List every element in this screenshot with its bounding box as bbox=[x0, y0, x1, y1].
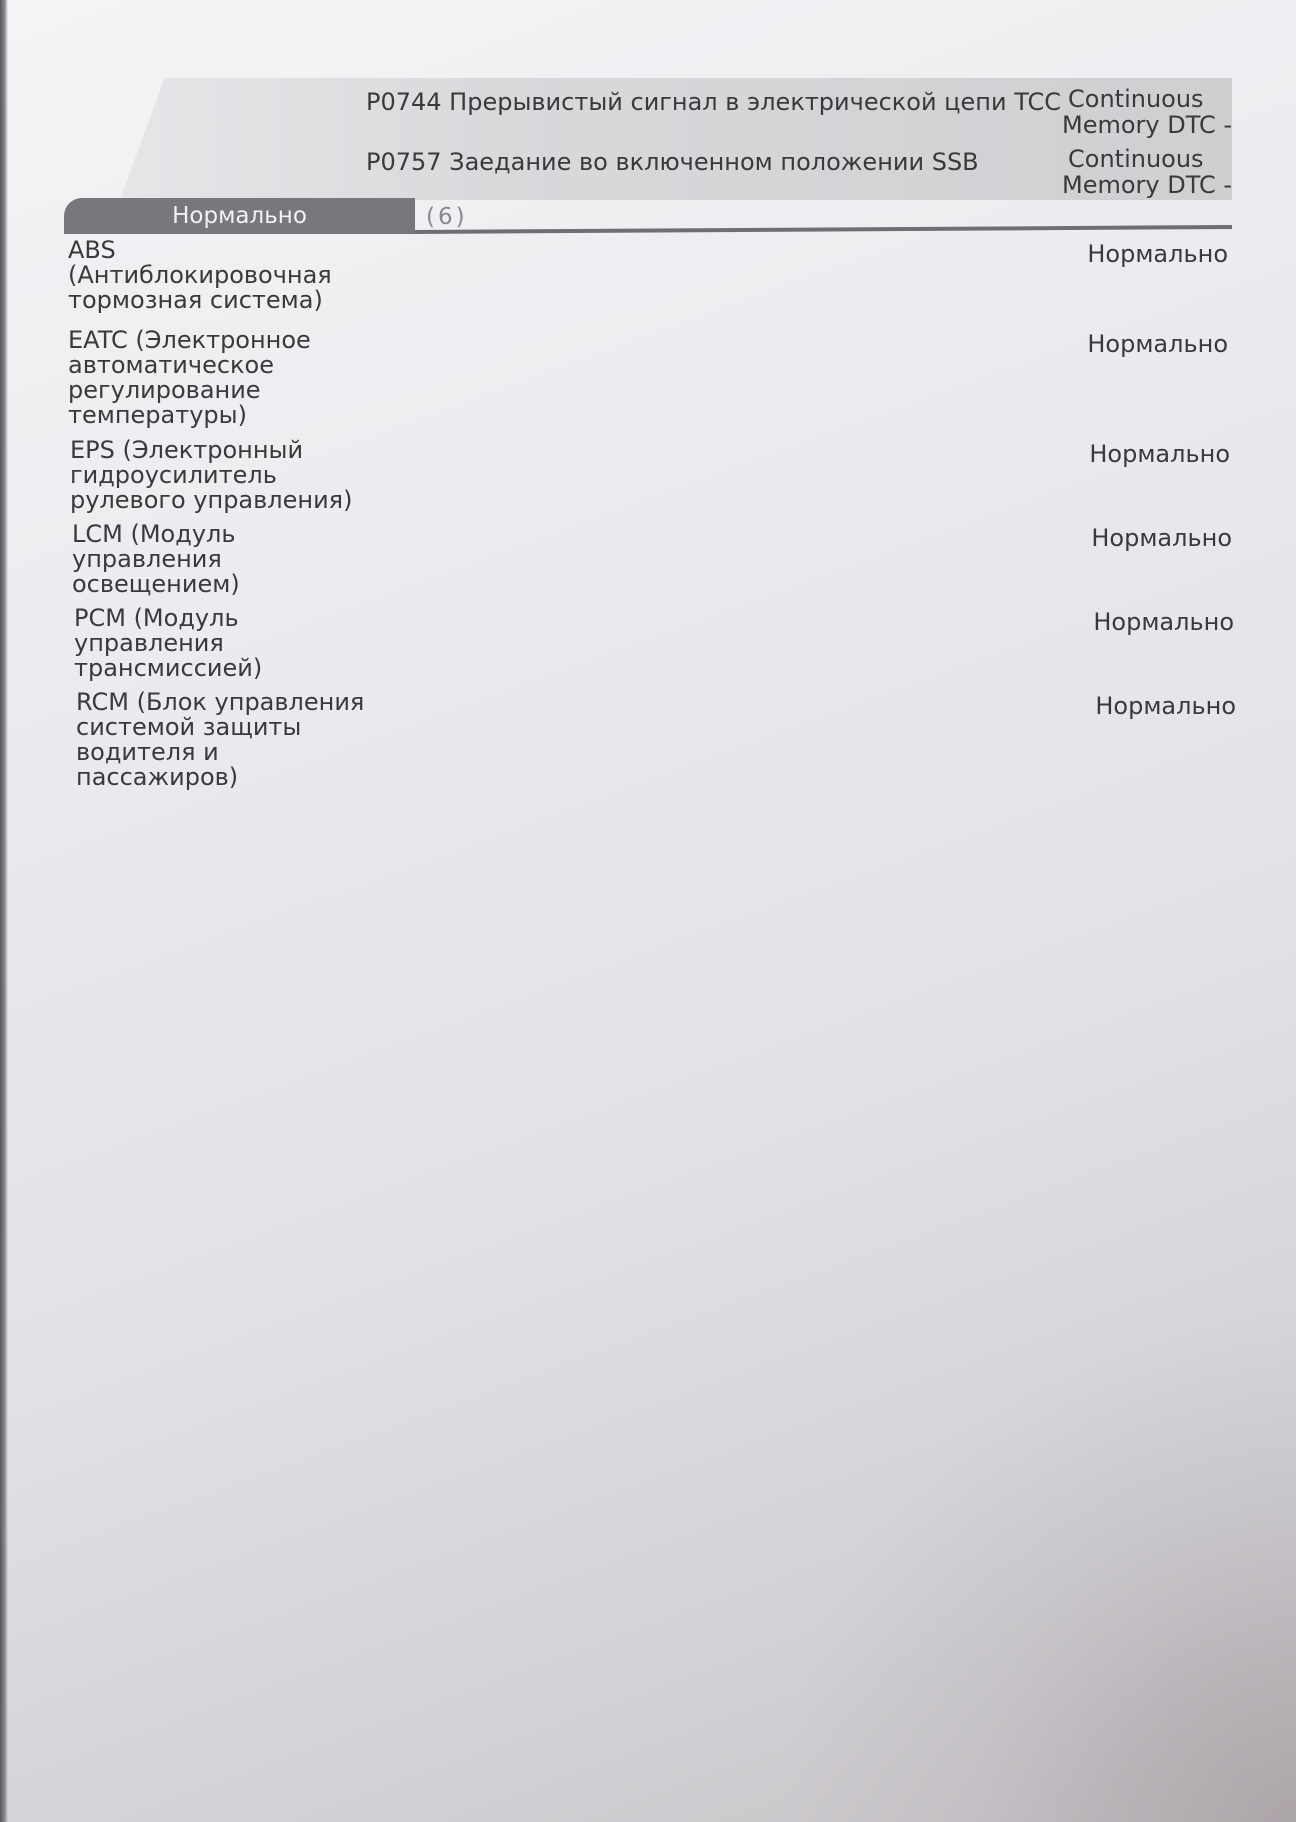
module-name: LCM (Модуль управления освещением) bbox=[72, 520, 240, 598]
dtc-status bbox=[1062, 86, 1232, 138]
dtc-code-description: P0757 Заедание во включенном положении SSB bbox=[366, 148, 979, 176]
module-status: Нормально bbox=[1095, 692, 1236, 720]
module-status: Нормально bbox=[1091, 524, 1232, 552]
module-name: RCM (Блок управления системой защиты водителя и пассажиров) bbox=[76, 688, 365, 791]
dtc-status-line2: Memory DTC - bbox=[1062, 171, 1233, 199]
dtc-status-line2: Memory DTC - bbox=[1062, 111, 1233, 139]
corner-shadow bbox=[776, 1302, 1296, 1822]
dtc-status-line1: Continuous bbox=[1068, 145, 1204, 173]
section-header bbox=[64, 198, 1232, 234]
dtc-row bbox=[366, 82, 1232, 138]
module-name: EPS (Электронный гидроусилитель рулевого управления) bbox=[70, 436, 353, 514]
page-edge bbox=[0, 0, 8, 1822]
section-title: Нормально bbox=[64, 198, 415, 234]
module-status: Нормально bbox=[1087, 240, 1228, 268]
dtc-code-description: P0744 Прерывистый сигнал в электрической цепи TCC bbox=[366, 88, 1061, 116]
module-name: ABS (Антиблокировочная тормозная система) bbox=[68, 236, 332, 314]
section-divider bbox=[415, 225, 1232, 234]
module-name: PCM (Модуль управления трансмиссией) bbox=[74, 604, 263, 682]
dtc-row bbox=[366, 142, 1232, 198]
dtc-status bbox=[1062, 146, 1232, 198]
module-name: EATC (Электронное автоматическое регулирование температуры) bbox=[68, 326, 311, 429]
section-count: (6) bbox=[426, 204, 468, 230]
module-status: Нормально bbox=[1093, 608, 1234, 636]
module-status: Нормально bbox=[1089, 440, 1230, 468]
module-status: Нормально bbox=[1087, 330, 1228, 358]
dtc-status-line1: Continuous bbox=[1068, 85, 1204, 113]
